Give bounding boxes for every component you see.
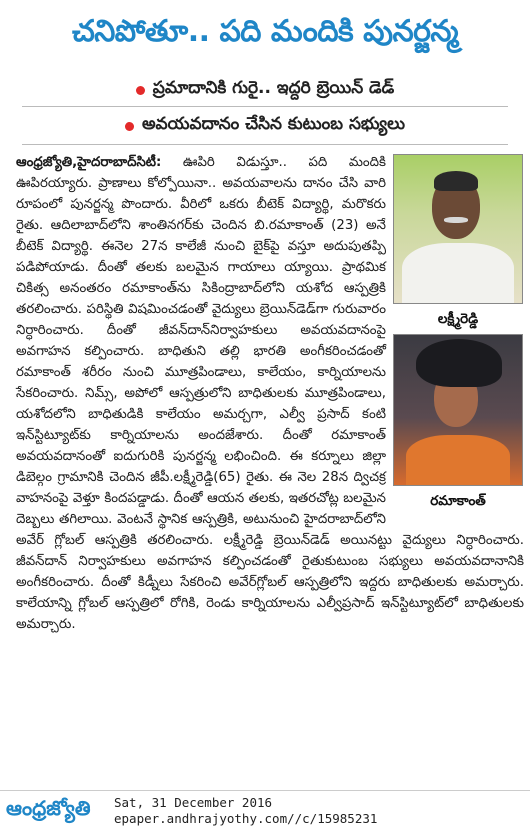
- photo-lakshmireddy: [393, 154, 523, 304]
- photo-column: [392, 154, 524, 516]
- publication-date: Sat, 31 December 2016: [114, 795, 273, 810]
- photo-caption-2: రమాకాంత్‌: [430, 493, 486, 509]
- photo-ramakanth: [393, 334, 523, 486]
- bullet-icon: [125, 122, 134, 131]
- subhead-2: [0, 110, 530, 142]
- moustache-shape: [444, 217, 468, 223]
- subhead-2-text: అవయవదానం చేసిన కుటుంబ సభ్యులు: [141, 114, 406, 134]
- hair-shape: [416, 339, 502, 387]
- dateline: ఆంధ్రజ్యోతి,హైదరాబాద్‌సిటీ:: [16, 155, 162, 170]
- bullet-icon: [136, 86, 145, 95]
- epaper-url[interactable]: epaper.andhrajyothy.com//c/15985231: [114, 811, 378, 826]
- andhrajyothy-logo: ఆంధ్రజ్యోతి: [6, 795, 91, 820]
- divider: [22, 106, 508, 107]
- article-text: ఊపిరి విడుస్తూ.. పది మందికి ఊపిరయ్యారు. ప్రాణాలు కోల్పోయినా.. అవయవాలను దానం చేసి వారి రూపంలో పునర్జన్మ పొందారు. వీరిలో ఒకరు బీటెక్‌ విద్యార్థి, మరొకరు రైతు. ఆదిలాబాద్‌లోని శాంతినగర్‌కు చెందిన బి.రమాకాంత్‌ (23) అనే బీటెక్‌ విద్యార్థి. ఈనెల 27న కాలేజీ నుంచి బైక్‌పై వస్తూ అదుపుతప్పి పడిపోయాడు. దీంతో తలకు బలమైన గాయాలు య్యాయి. ప్రాథమిక చికిత్స అనంతరం రమాకాంత్‌ను సికింద్రాబాద్‌లోని యశోద ఆస్పత్రికి తరలించారు. పరిస్థితి విషమించడంతో వైద్యులు బ్రెయిన్‌డెడ్‌గా గురువారం నిర్ధారించారు. దీంతో జీవన్‌దాన్‌నిర్వాహకులు అవయవదానంపై అవగాహన కల్పించారు. బాధితుని తల్లి భారతి అంగీకరించడంతో రమాకాంత్‌ శరీరం నుంచి మూత్రపిండాలు, కాలేయం, కార్నియాలను సేకరించారు. నిమ్స్‌, అపోలో ఆస్పత్రులోని బాధితులకు మూత్రపిండాలు, యశోదలోని బాధితుడికి కాలేయం అమర్చగా, ఎల్వీ ప్రసాద్‌ కంటి ఇన్‌స్టిట్యూట్‌కు కార్నియాలను అందజేశారు. దీంతో రమాకాంత్‌ అవయవదానంతో ఐదుగురికి పునర్జన్మ లభించింది. ఈ కర్నూలు జిల్లా డిబెల్గం గ్రామానికి చెందిన జీపీ.లక్ష్మీరెడ్డి(65) రైతు. ఈ నెల 28న ద్విచక్ర వాహనంపై వెళ్తూ కిందపడ్డాడు. దీంతో ఆయన తలకు, ఇతరచోట్ల బలమైన దెబ్బలు తగిలాయి. వెంటనే స్థానిక ఆస్పత్రికి, అటునుంచి హైదరాబాద్‌లోని అవేర్‌ గ్లోబల్‌ ఆస్పత్రికి తరలించారు. లక్ష్మీరెడ్డి బ్రెయిన్‌డెడ్‌ అయినట్టు వైద్యులు నిర్ధారించారు. జీవన్‌దాన్‌ నిర్వాహకులు అవగాహన కల్పించడంతో రైతుకుటుంబ సభ్యులు అవయవదానానికి అంగీకరించారు. దీంతో కిడ్నీలు సేకరించి అవేర్‌గ్లోబల్‌ ఆస్పత్రిలోని ఇద్దరు బాధితులకు అమర్చారు. కాలేయాన్ని గ్లోబల్‌ ఆస్పత్రిలో రోగికి, రెండు కార్నియాలను ఎల్వీప్రసాద్‌ ఇన్‌స్టిట్యూట్‌లో బాధితులకు అమర్చారు.: [16, 155, 524, 632]
- divider: [22, 144, 508, 145]
- headline: చనిపోతూ.. పది మందికి పునర్జన్మ: [71, 14, 459, 49]
- photo-caption-1: లక్ష్మీరెడ్డి: [437, 311, 479, 327]
- article-body: [16, 152, 524, 635]
- subhead-1-text: ప్రమాదానికి గురై.. ఇద్దరి బ్రెయిన్‌ డెడ్‌: [152, 78, 395, 98]
- shirt-shape: [406, 435, 510, 486]
- hair-shape: [434, 171, 478, 191]
- footer: [0, 790, 530, 832]
- shirt-shape: [402, 243, 514, 304]
- subhead-1: [0, 74, 530, 106]
